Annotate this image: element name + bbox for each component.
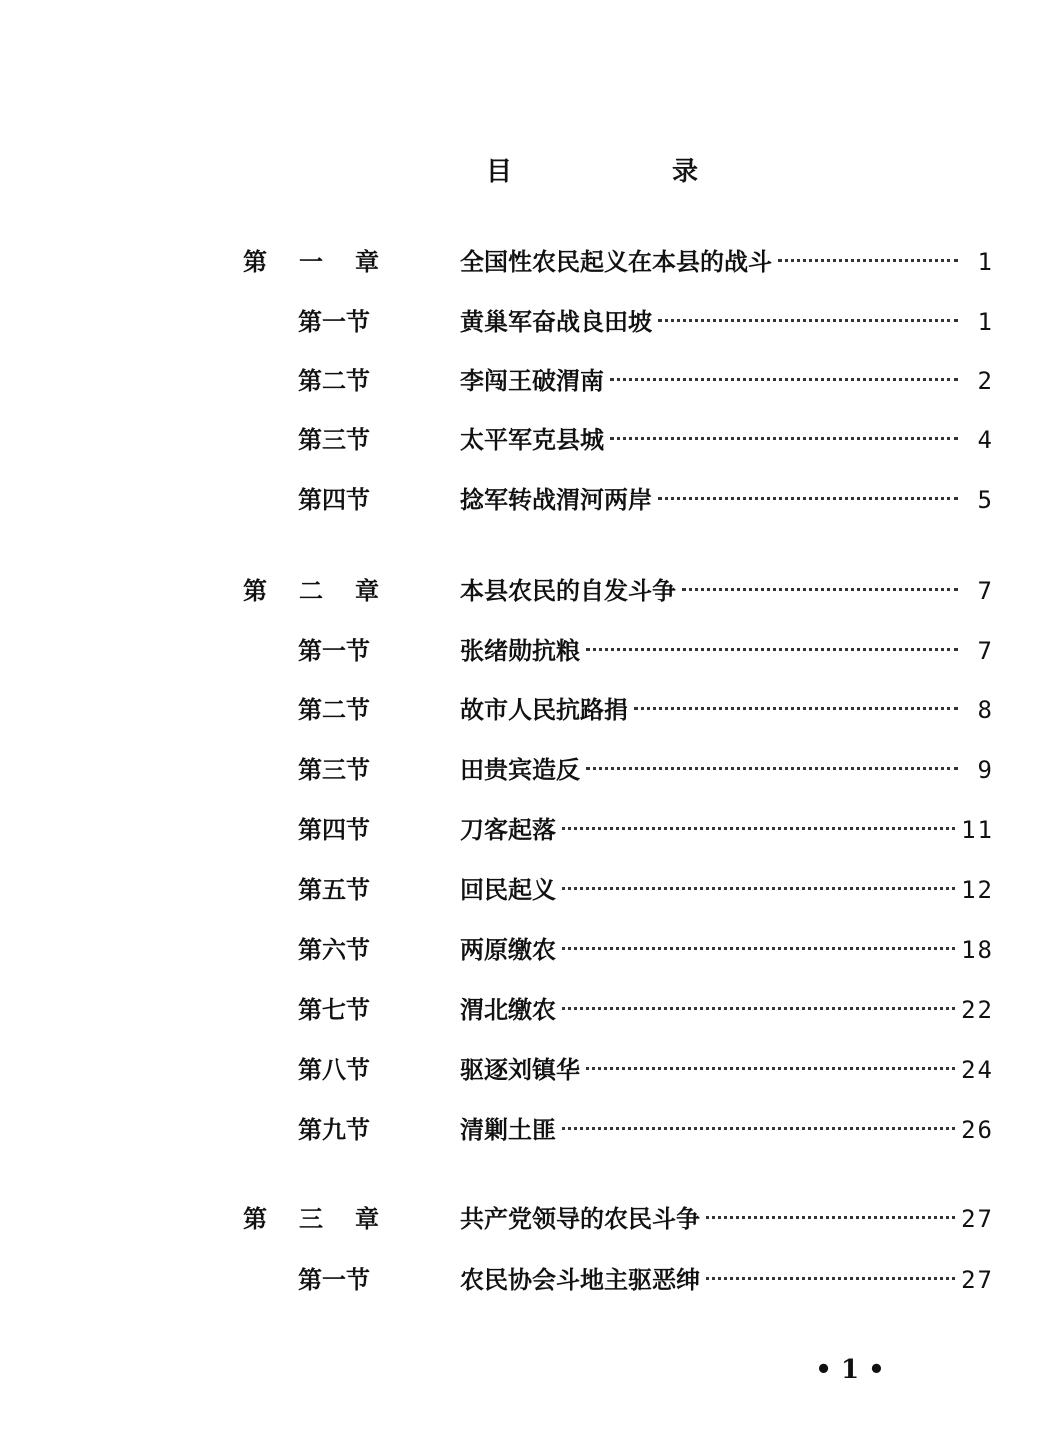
entry-title: 本县农民的自发斗争	[460, 576, 676, 605]
toc-entry	[460, 1050, 994, 1090]
entry-title: 全国性农民起义在本县的战斗	[460, 247, 772, 276]
section-label: 第一节	[298, 307, 370, 336]
entry-page-number: 7	[977, 637, 994, 665]
toc-section[interactable]	[0, 690, 1056, 730]
toc-entry	[460, 302, 994, 342]
toc-entry	[460, 930, 994, 970]
dot-leader	[658, 497, 958, 500]
toc-section[interactable]	[0, 930, 1056, 970]
entry-page-number: 2	[977, 367, 994, 395]
dot-leader	[610, 378, 958, 381]
section-label: 第九节	[298, 1115, 370, 1144]
dot-leader	[562, 827, 955, 830]
dot-leader	[610, 437, 958, 440]
entry-page-number: 22	[961, 996, 994, 1024]
section-label: 第七节	[298, 995, 370, 1024]
toc-entry	[460, 420, 994, 460]
dot-leader	[682, 588, 958, 591]
toc-entry	[460, 571, 994, 611]
entry-page-number: 5	[977, 486, 994, 514]
entry-page-number: 11	[961, 816, 994, 844]
toc-section[interactable]	[0, 990, 1056, 1030]
dot-leader	[562, 887, 955, 890]
title-char-lu: 录	[672, 157, 699, 187]
entry-page-number: 7	[977, 577, 994, 605]
toc-entry	[460, 810, 994, 850]
toc-section[interactable]	[0, 420, 1056, 460]
entry-page-number: 12	[961, 876, 994, 904]
page-number: • 1 •	[815, 1355, 885, 1385]
toc-section[interactable]	[0, 750, 1056, 790]
dot-leader	[634, 707, 958, 710]
entry-title: 李闯王破渭南	[460, 366, 604, 395]
entry-title: 捻军转战渭河两岸	[460, 485, 652, 514]
toc-entry	[460, 1110, 994, 1150]
toc-section[interactable]	[0, 631, 1056, 671]
dot-leader	[562, 1127, 955, 1130]
toc-entry	[460, 990, 994, 1030]
section-label: 第二节	[298, 366, 370, 395]
entry-title: 张绪勋抗粮	[460, 636, 580, 665]
dot-leader	[706, 1216, 955, 1219]
chapter-label: 第 二 章	[243, 576, 379, 605]
entry-page-number: 26	[961, 1116, 994, 1144]
section-label: 第三节	[298, 755, 370, 784]
section-label: 第二节	[298, 695, 370, 724]
entry-title: 共产党领导的农民斗争	[460, 1204, 700, 1233]
entry-page-number: 1	[977, 308, 994, 336]
chapter-label: 第 一 章	[243, 247, 379, 276]
entry-title: 故市人民抗路捐	[460, 695, 628, 724]
toc-chapter-2[interactable]	[0, 571, 1056, 611]
entry-title: 田贵宾造反	[460, 755, 580, 784]
entry-page-number: 4	[977, 426, 994, 454]
toc-section[interactable]	[0, 302, 1056, 342]
dot-leader	[562, 1007, 955, 1010]
entry-title: 回民起义	[460, 875, 556, 904]
toc-entry	[460, 1260, 994, 1300]
entry-title: 渭北缴农	[460, 995, 556, 1024]
section-label: 第六节	[298, 935, 370, 964]
section-label: 第四节	[298, 485, 370, 514]
toc-entry	[460, 750, 994, 790]
dot-leader	[706, 1277, 955, 1280]
toc-entry	[460, 631, 994, 671]
toc-section[interactable]	[0, 810, 1056, 850]
entry-title: 农民协会斗地主驱恶绅	[460, 1265, 700, 1294]
entry-page-number: 18	[961, 936, 994, 964]
section-label: 第四节	[298, 815, 370, 844]
entry-title: 太平军克县城	[460, 425, 604, 454]
page-title	[0, 152, 1056, 192]
entry-title: 黄巢军奋战良田坡	[460, 307, 652, 336]
toc-entry	[460, 870, 994, 910]
entry-page-number: 1	[977, 248, 994, 276]
entry-page-number: 24	[961, 1056, 994, 1084]
entry-page-number: 27	[961, 1266, 994, 1294]
entry-title: 两原缴农	[460, 935, 556, 964]
section-label: 第五节	[298, 875, 370, 904]
entry-page-number: 9	[977, 756, 994, 784]
toc-section[interactable]	[0, 870, 1056, 910]
toc-section[interactable]	[0, 1260, 1056, 1300]
section-label: 第八节	[298, 1055, 370, 1084]
toc-entry	[460, 361, 994, 401]
entry-title: 刀客起落	[460, 815, 556, 844]
entry-page-number: 27	[961, 1205, 994, 1233]
section-label: 第三节	[298, 425, 370, 454]
section-label: 第一节	[298, 636, 370, 665]
toc-entry	[460, 690, 994, 730]
dot-leader	[658, 319, 958, 322]
toc-section[interactable]	[0, 1110, 1056, 1150]
toc-entry	[460, 480, 994, 520]
dot-leader	[586, 1067, 955, 1070]
entry-page-number: 8	[977, 696, 994, 724]
dot-leader	[778, 259, 958, 262]
entry-title: 驱逐刘镇华	[460, 1055, 580, 1084]
dot-leader	[562, 947, 955, 950]
toc-entry	[460, 1199, 994, 1239]
toc-chapter-1[interactable]	[0, 242, 1056, 282]
chapter-label: 第 三 章	[243, 1204, 379, 1233]
dot-leader	[586, 767, 958, 770]
dot-leader	[586, 648, 958, 651]
entry-title: 清剿土匪	[460, 1115, 556, 1144]
toc-section[interactable]	[0, 361, 1056, 401]
toc-entry	[460, 242, 994, 282]
toc-section[interactable]	[0, 480, 1056, 520]
title-char-mu: 目	[486, 157, 513, 187]
section-label: 第一节	[298, 1265, 370, 1294]
toc-chapter-3[interactable]	[0, 1199, 1056, 1239]
toc-section[interactable]	[0, 1050, 1056, 1090]
